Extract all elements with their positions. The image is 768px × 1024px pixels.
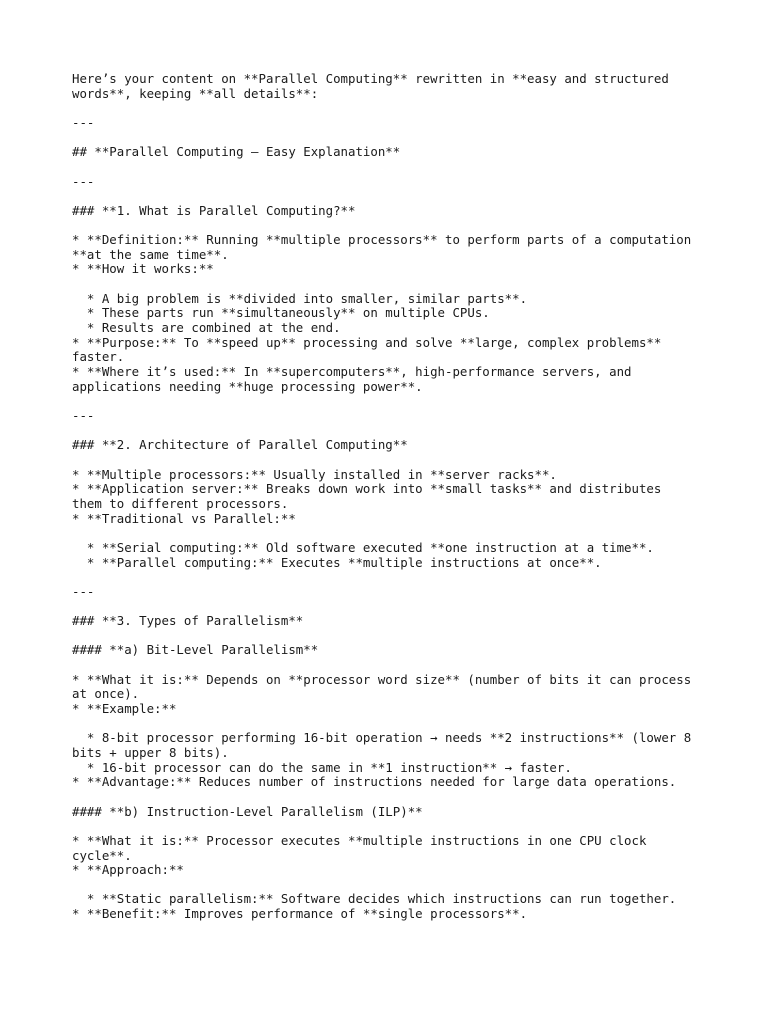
list-item: * **Multiple processors:** Usually installed in **server racks**.	[72, 466, 557, 482]
document-title: ## **Parallel Computing – Easy Explanation**	[72, 144, 401, 160]
text-line: them to different processors.	[72, 495, 289, 511]
nested-list-item: * 8-bit processor performing 16-bit operation → needs **2 instructions** (lower 8	[72, 730, 692, 746]
list-item: * **What it is:** Processor executes **multiple instructions in one CPU clock	[72, 832, 647, 848]
blank-line	[72, 131, 712, 146]
list-item: * **Application server:** Breaks down work into **small tasks** and distributes	[72, 481, 662, 497]
nested-list-item: * 16-bit processor can do the same in **1 instruction** → faster.	[72, 759, 572, 775]
blank-line	[72, 570, 712, 585]
nested-list-item: * Results are combined at the end.	[72, 320, 341, 336]
blank-line	[72, 453, 712, 468]
blank-line	[72, 160, 712, 175]
text-line: applications needing **huge processing power**.	[72, 378, 423, 394]
blank-line	[72, 599, 712, 614]
document-body	[72, 72, 712, 922]
blank-line	[72, 424, 712, 439]
list-item: * **Benefit:** Improves performance of **single processors**.	[72, 906, 528, 922]
list-item: * **Traditional vs Parallel:**	[72, 510, 296, 526]
blank-line	[72, 717, 712, 732]
blank-line	[72, 629, 712, 644]
section-heading: ### **3. Types of Parallelism**	[72, 613, 304, 629]
blank-line	[72, 878, 712, 893]
text-line: Here’s your content on **Parallel Computing** rewritten in **easy and structured	[72, 71, 669, 86]
text-line: words**, keeping **all details**:	[72, 85, 319, 101]
nested-list-item: * **Serial computing:** Old software executed **one instruction at a time**.	[72, 539, 654, 555]
section-heading: ### **2. Architecture of Parallel Computing**	[72, 437, 408, 453]
blank-line	[72, 189, 712, 204]
list-item: * **What it is:** Depends on **processor word size** (number of bits it can process	[72, 671, 692, 687]
section-heading: ### **1. What is Parallel Computing?**	[72, 202, 356, 218]
blank-line	[72, 219, 712, 234]
horizontal-rule: ---	[72, 114, 95, 130]
list-item: * **Advantage:** Reduces number of instructions needed for large data operations.	[72, 774, 677, 790]
blank-line	[72, 819, 712, 834]
blank-line	[72, 394, 712, 409]
subsection-heading: #### **b) Instruction-Level Parallelism (ILP)**	[72, 803, 423, 819]
list-item: * **Definition:** Running **multiple processors** to perform parts of a computation	[72, 232, 692, 248]
blank-line	[72, 277, 712, 292]
list-item: * **Approach:**	[72, 862, 184, 878]
blank-line	[72, 658, 712, 673]
nested-list-item: * **Static parallelism:** Software decides which instructions can run together.	[72, 891, 677, 907]
list-item: * **Where it’s used:** In **supercomputers**, high-performance servers, and	[72, 364, 632, 380]
list-item: * **Purpose:** To **speed up** processing and solve **large, complex problems**	[72, 334, 662, 350]
blank-line	[72, 101, 712, 116]
horizontal-rule: ---	[72, 583, 95, 599]
subsection-heading: #### **a) Bit-Level Parallelism**	[72, 642, 319, 658]
blank-line	[72, 790, 712, 805]
text-line: faster.	[72, 349, 125, 365]
horizontal-rule: ---	[72, 173, 95, 189]
list-item: * **How it works:**	[72, 261, 214, 277]
text-line: cycle**.	[72, 847, 132, 863]
list-item: **at the same time**.	[72, 246, 229, 262]
horizontal-rule: ---	[72, 407, 95, 423]
nested-list-item: * A big problem is **divided into smaller, similar parts**.	[72, 290, 528, 306]
list-item: * **Example:**	[72, 701, 177, 716]
nested-list-item: * **Parallel computing:** Executes **multiple instructions at once**.	[72, 554, 602, 570]
blank-line	[72, 526, 712, 541]
text-line: at once).	[72, 686, 140, 702]
text-line: bits + upper 8 bits).	[72, 744, 229, 760]
nested-list-item: * These parts run **simultaneously** on multiple CPUs.	[72, 305, 490, 321]
